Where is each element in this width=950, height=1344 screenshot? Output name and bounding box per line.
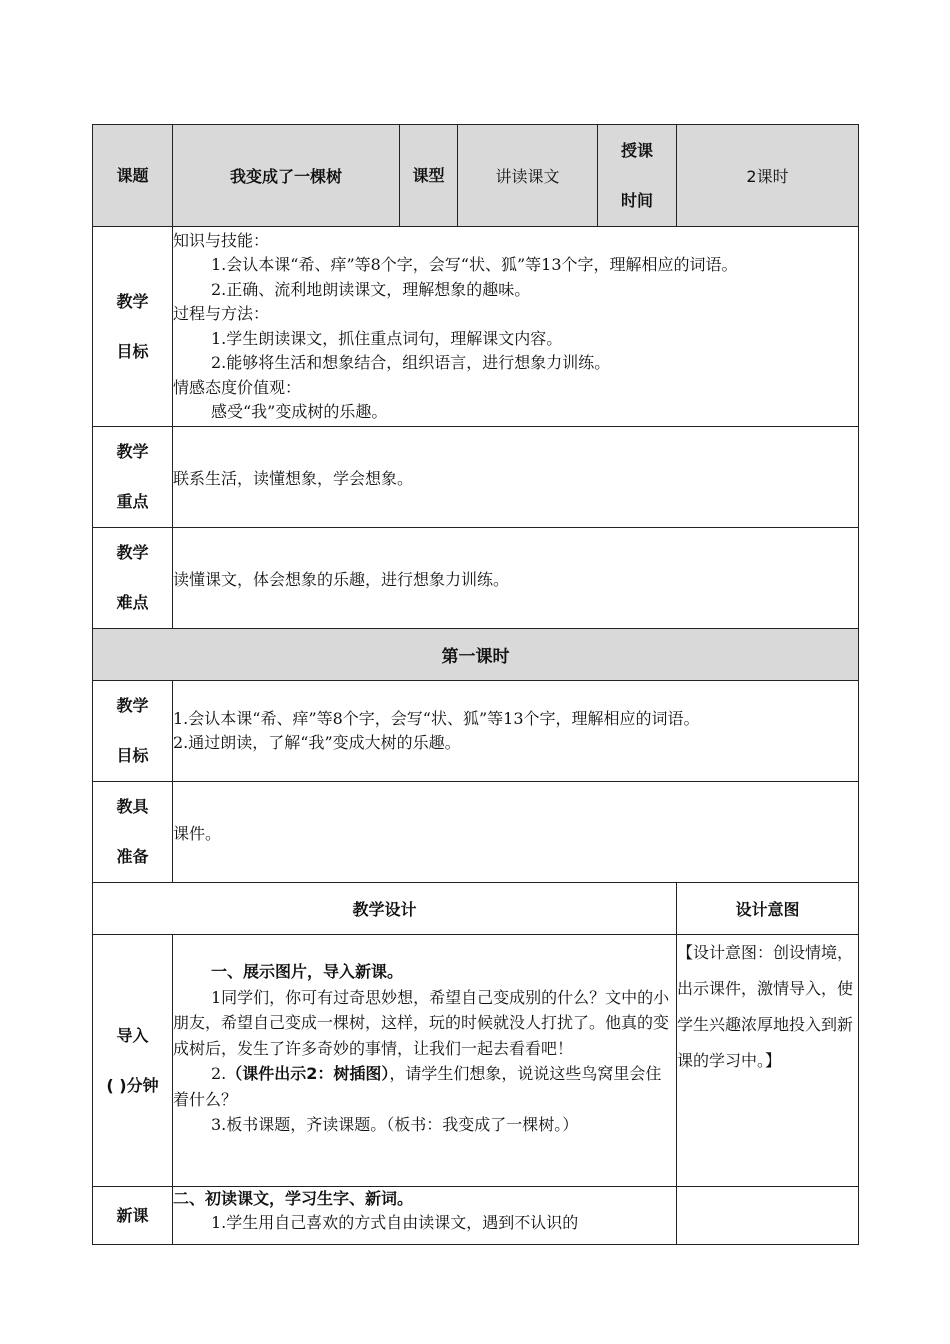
goals-line: 1.会认本课“希、痒”等8个字，会写“状、狐”等13个字，理解相应的词语。 <box>211 255 738 274</box>
key-points-label-line1: 教学 <box>116 442 149 461</box>
goals-row <box>93 227 859 427</box>
goals-label <box>93 227 173 427</box>
tools-label-line2: 准备 <box>116 847 149 866</box>
intro-minutes: ( )分钟 <box>106 1075 159 1095</box>
tools-text: 课件。 <box>173 782 859 883</box>
key-points-label <box>93 427 173 528</box>
new-lesson-title: 二、初读课文，学习生字、新词。 <box>173 1189 414 1208</box>
first-lesson-title: 第一课时 <box>93 629 859 681</box>
intro-row <box>93 935 859 1187</box>
design-header-row <box>93 883 859 935</box>
new-lesson-content <box>173 1187 677 1245</box>
intro-paragraph-1: 1同学们，你可有过奇思妙想，希望自己变成别的什么？文中的小朋友，希望自己变成一棵树，这样，玩的时候就没人打扰了。他真的变成树后，发生了许多奇妙的事情，让我们一起去看看吧！ <box>173 987 670 1058</box>
goals-line: 2.正确、流利地朗读课文，理解想象的趣味。 <box>211 279 531 299</box>
lesson-goals-content <box>173 681 859 782</box>
goals-line: 2.能够将生活和想象结合，组织语言，进行想象力训练。 <box>211 353 611 372</box>
intro-content <box>173 935 677 1187</box>
intro-paragraph-3: 3.板书课题，齐读课题。（板书：我变成了一棵树。） <box>211 1115 579 1134</box>
intro-p2-prefix: 2. <box>211 1064 227 1083</box>
design-header: 教学设计 <box>93 883 677 935</box>
new-lesson-label: 新课 <box>93 1187 173 1245</box>
new-lesson-intent <box>677 1187 859 1245</box>
new-lesson-paragraph-1: 1.学生用自己喜欢的方式自由读课文，遇到不认识的 <box>211 1213 579 1232</box>
lesson-goals-line: 1.会认本课“希、痒”等8个字，会写“状、狐”等13个字，理解相应的词语。 <box>173 708 700 728</box>
lesson-plan-sheet <box>92 124 858 1245</box>
time-label <box>598 125 677 227</box>
lesson-plan-table <box>92 124 859 1245</box>
topic-value: 我变成了一棵树 <box>173 125 400 227</box>
key-points-label-line2: 重点 <box>116 492 149 511</box>
tools-row <box>93 782 859 883</box>
goals-content <box>173 227 859 427</box>
lesson-goals-label-line1: 教学 <box>116 696 149 715</box>
time-label-line2: 时间 <box>620 190 653 210</box>
topic-label: 课题 <box>93 125 173 227</box>
type-label: 课型 <box>400 125 458 227</box>
intro-paragraph-2 <box>173 1061 676 1112</box>
difficulties-label-line1: 教学 <box>116 543 149 562</box>
goals-line: 过程与方法： <box>173 304 270 323</box>
key-points-text: 联系生活，读懂想象，学会想象。 <box>173 427 859 528</box>
new-lesson-row <box>93 1187 859 1245</box>
time-value: 2课时 <box>677 125 859 227</box>
lesson-goals-label <box>93 681 173 782</box>
goals-label-line1: 教学 <box>116 291 149 311</box>
type-value: 讲读课文 <box>458 125 598 227</box>
lesson-goals-label-line2: 目标 <box>116 746 149 765</box>
difficulties-row <box>93 528 859 629</box>
goals-line: 感受“我”变成树的乐趣。 <box>211 402 388 421</box>
difficulties-label <box>93 528 173 629</box>
header-row <box>93 125 859 227</box>
goals-line: 1.学生朗读课文，抓住重点词句，理解课文内容。 <box>211 328 563 348</box>
time-label-line1: 授课 <box>620 140 653 160</box>
intro-label-text: 导入 <box>116 1025 149 1045</box>
intro-title: 一、展示图片，导入新课。 <box>211 962 404 981</box>
intro-p2-courseware: （课件出示2：树插图） <box>226 1064 390 1083</box>
intro-p2-rest: ，请学生们想象，说说这些鸟窝里会住着什么？ <box>173 1064 662 1109</box>
lesson-goals-line: 2.通过朗读，了解“我”变成大树的乐趣。 <box>173 733 461 752</box>
difficulties-label-line2: 难点 <box>116 593 149 612</box>
goals-line: 知识与技能： <box>173 230 270 250</box>
lesson-goals-row <box>93 681 859 782</box>
goals-line: 情感态度价值观： <box>173 377 302 397</box>
intent-header: 设计意图 <box>677 883 859 935</box>
intro-intent: 【设计意图：创设情境，出示课件，激情导入，使学生兴趣浓厚地投入到新课的学习中。】 <box>677 935 859 1187</box>
goals-label-line2: 目标 <box>116 341 149 361</box>
tools-label-line1: 教具 <box>116 797 149 816</box>
first-lesson-row <box>93 629 859 681</box>
key-points-row <box>93 427 859 528</box>
tools-label <box>93 782 173 883</box>
difficulties-text: 读懂课文，体会想象的乐趣，进行想象力训练。 <box>173 528 859 629</box>
intro-label <box>93 935 173 1187</box>
